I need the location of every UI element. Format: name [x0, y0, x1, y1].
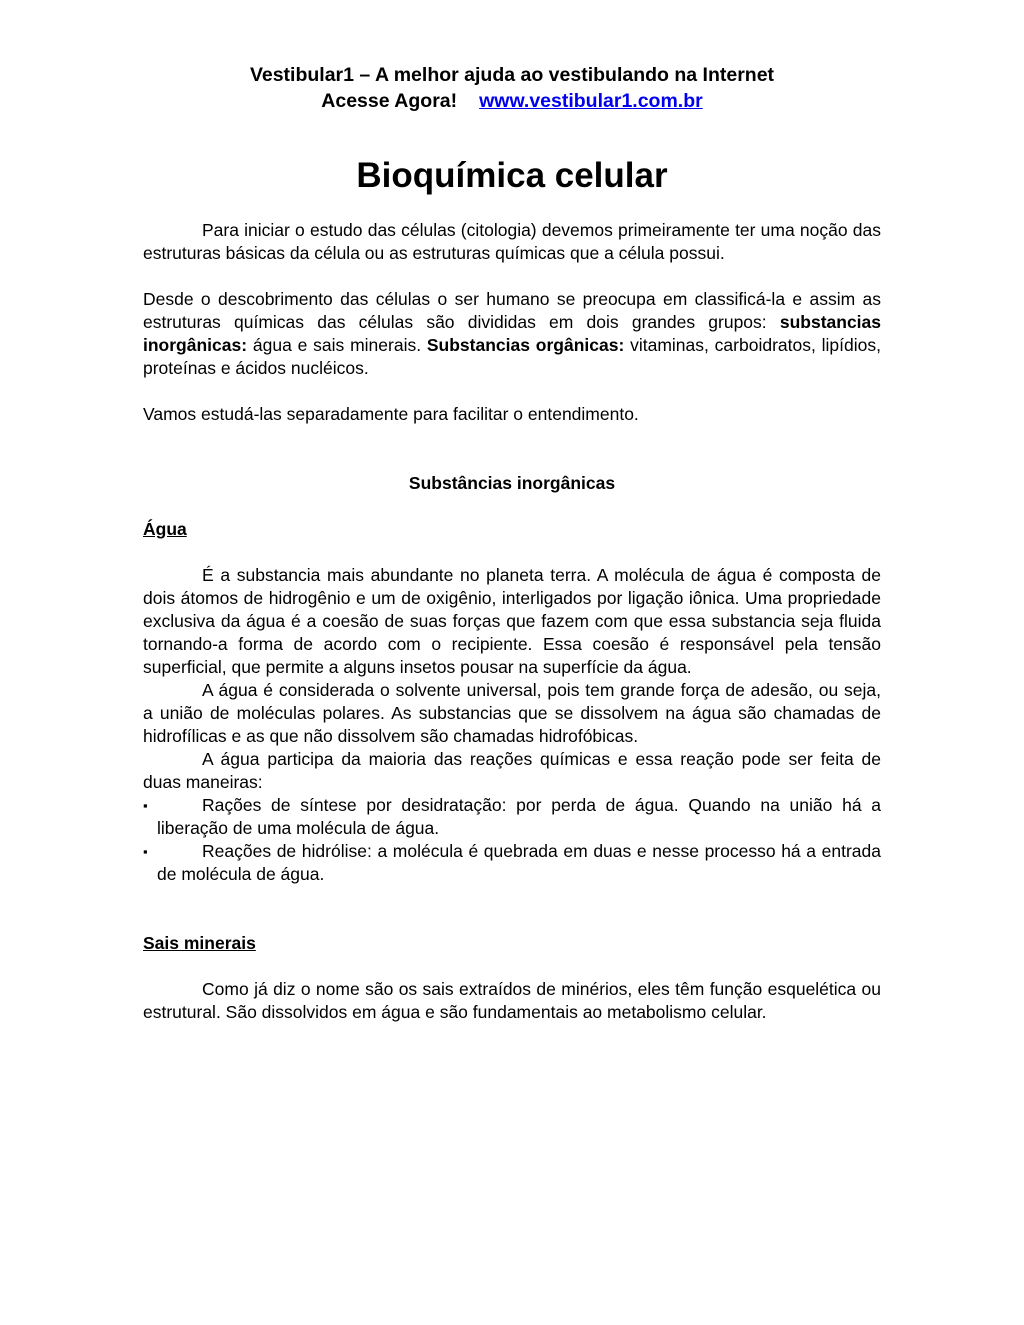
intro-text-e: vitaminas, carboidratos, lipídios, proteínas e ácidos nucléicos.: [143, 335, 881, 378]
organic-term: Substancias orgânicas:: [426, 335, 625, 355]
page-header: [0, 62, 1024, 114]
inorganic-term: substancias inorgânicas:: [143, 312, 881, 355]
list-item-text: Rações de síntese por desidratação: por perda de água. Quando na união há a liberação de uma molécula de água.: [157, 795, 881, 838]
intro-text-a: Desde o descobrimento das células o ser humano se preocupa em classificá-la e assim as estruturas químicas das células são divididas em dois grandes grupos:: [143, 289, 881, 332]
page-title: Bioquímica celular: [356, 156, 668, 195]
intro-paragraph-1: Para iniciar o estudo das células (citologia) devemos primeiramente ter uma noção das estruturas básicas da célula ou as estruturas químicas que a célula possui.: [143, 220, 881, 263]
bullet-icon: ▪: [143, 844, 148, 859]
agua-heading: Água: [143, 519, 187, 539]
reaction-list: [143, 794, 881, 886]
header-access-line: [0, 88, 1024, 114]
sais-paragraph-1: Como já diz o nome são os sais extraídos de minérios, eles têm função esquelética ou estrutural. São dissolvidos em água e são fundamentais ao metabolismo celular.: [143, 979, 881, 1022]
list-item: [143, 840, 881, 886]
intro-text-c: água e sais minerais.: [247, 335, 427, 355]
document-body: [143, 219, 881, 1024]
agua-paragraph-1: É a substancia mais abundante no planeta terra. A molécula de água é composta de dois átomos de hidrogênio e um de oxigênio, interligados por ligação iônica. Uma propriedade exclusiva da água é a coesão de suas forças que fazem com que essa substancia seja fluida tornando-a forma de acordo com o recipiente. Essa coesão é responsável pela tensão superficial, que permite a alguns insetos pousar na superfície da água.: [143, 565, 881, 677]
site-link[interactable]: www.vestibular1.com.br: [479, 90, 703, 112]
agua-paragraph-2: A água é considerada o solvente universal, pois tem grande força de adesão, ou seja, a união de moléculas polares. As substancias que se dissolvem na água são chamadas de hidrofílicas e as que não dissolvem são chamadas hidrofóbicas.: [143, 680, 881, 746]
list-item: [143, 794, 881, 840]
header-tagline: Vestibular1 – A melhor ajuda ao vestibulando na Internet: [249, 64, 775, 86]
header-access-label: Acesse Agora!: [321, 90, 458, 112]
agua-paragraph-3: A água participa da maioria das reações químicas e essa reação pode ser feita de duas maneiras:: [143, 749, 881, 792]
intro-paragraph-2: [143, 288, 881, 380]
intro-paragraph-3: Vamos estudá-las separadamente para facilitar o entendimento.: [143, 404, 639, 424]
section-title: Substâncias inorgânicas: [408, 473, 616, 493]
sais-heading: Sais minerais: [143, 933, 256, 953]
list-item-text: Reações de hidrólise: a molécula é quebrada em duas e nesse processo há a entrada de molécula de água.: [157, 841, 881, 884]
bullet-icon: ▪: [143, 798, 148, 813]
